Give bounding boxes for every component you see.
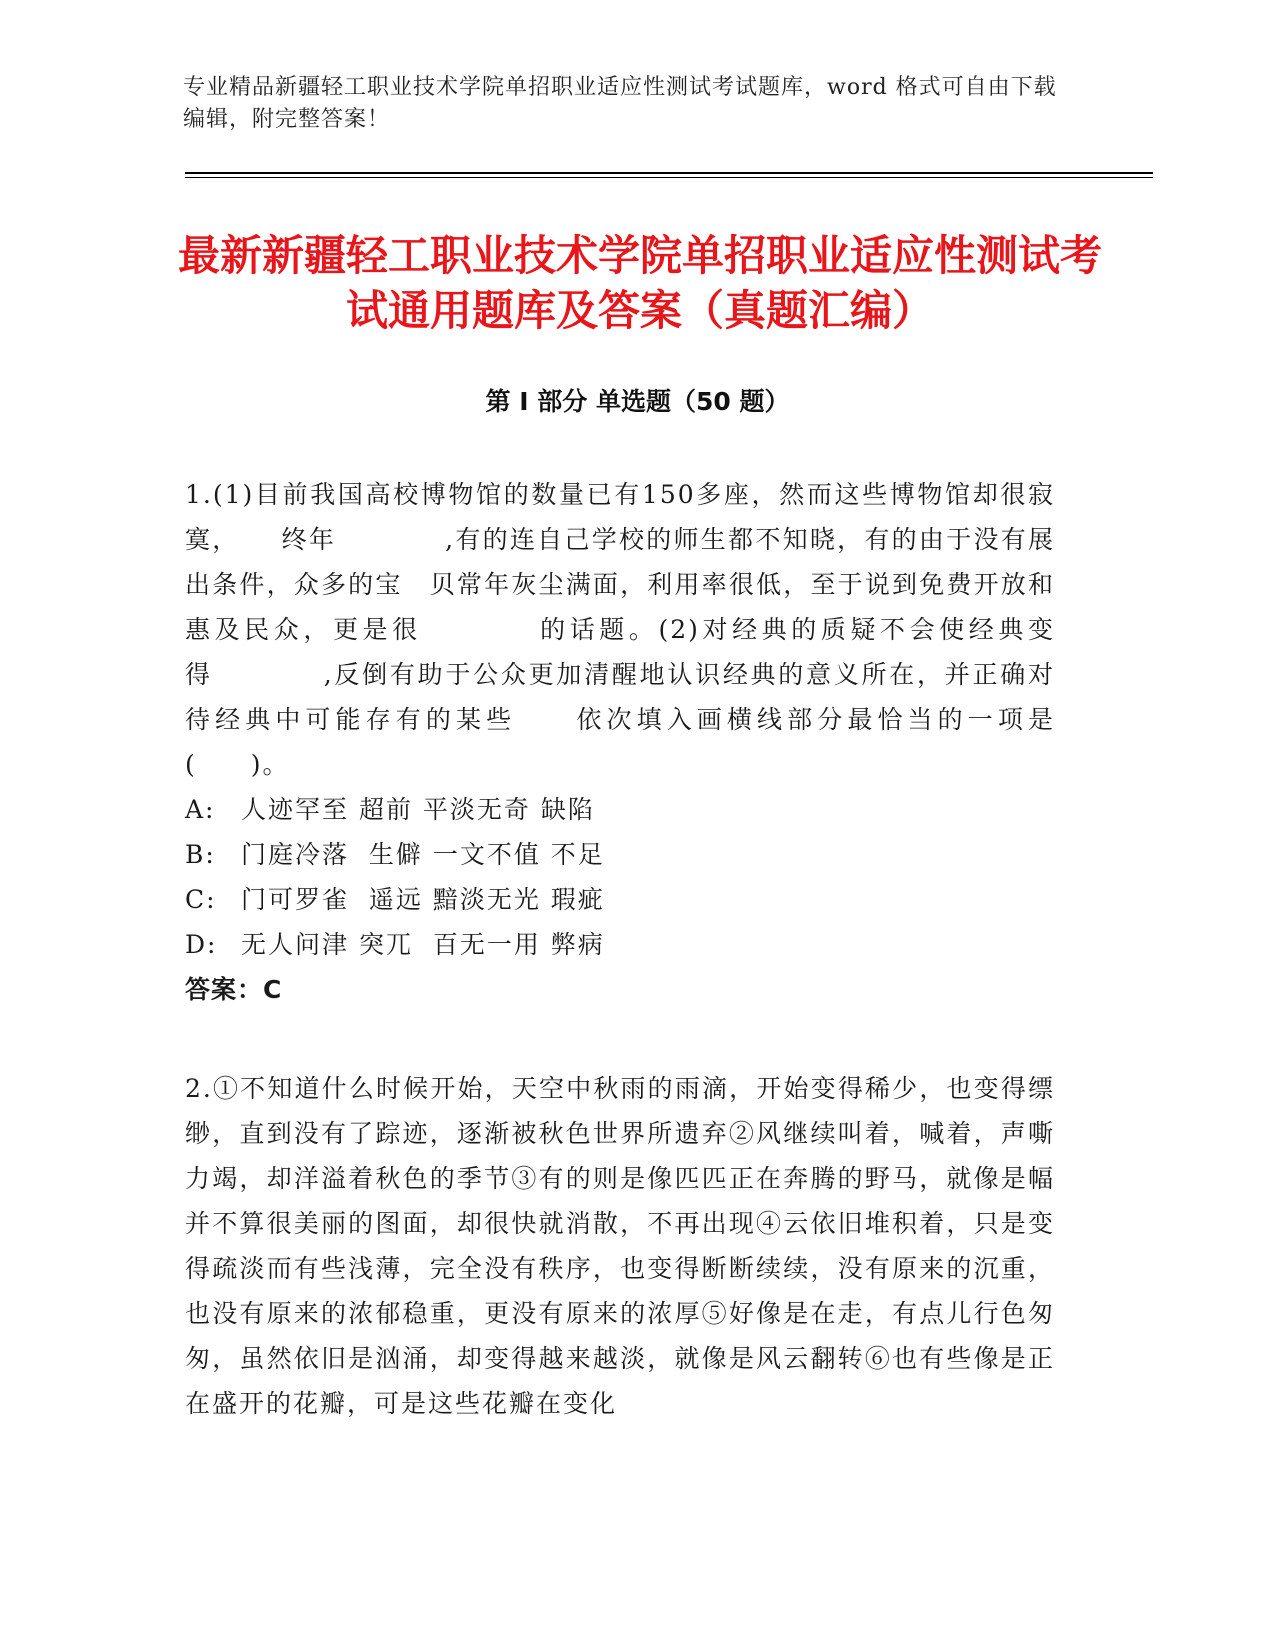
question-1-answer: 答案：C <box>185 975 283 1004</box>
document-title: 最新新疆轻工职业技术学院单招职业适应性测试考试通用题库及答案（真题汇编） <box>177 231 1102 335</box>
option-b-text: 门庭冷落 生僻 一文不值 不足 <box>241 840 605 869</box>
header-note: 专业精品新疆轻工职业技术学院单招职业适应性测试考试题库，word 格式可自由下载编辑，附完整答案！ <box>183 75 1057 132</box>
option-c-letter: C: <box>185 885 217 914</box>
option-a-text: 人迹罕至 超前 平淡无奇 缺陷 <box>241 795 595 824</box>
header-divider-thin <box>185 177 1153 178</box>
option-a <box>185 787 1055 832</box>
option-d <box>185 922 1055 967</box>
header-divider-thick <box>185 172 1153 174</box>
option-c-text: 门可罗雀 遥远 黯淡无光 瑕疵 <box>241 885 605 914</box>
option-b-letter: B: <box>185 840 216 869</box>
question-1-text: 1.(1)目前我国高校博物馆的数量已有150多座，然而这些博物馆却很寂寞， 终年 ,有的连自己学校的师生都不知晓，有的由于没有展出条件，众多的宝 贝常年灰尘满面，利用率很低，至于说到免费开放和惠及民众，更是很 的话题。(2)对经典的质疑不会使经典变得 ,反倒有助于公众更加清醒地认识经典的意义所在，并正确对待经典中可能存有的某些 依次填入画横线部分最恰当的一项是( )。 <box>185 480 1055 779</box>
option-d-letter: D: <box>185 930 218 959</box>
option-d-text: 无人问津 突兀 百无一用 弊病 <box>241 930 605 959</box>
option-a-letter: A: <box>185 795 216 824</box>
option-c <box>185 877 1055 922</box>
option-b <box>185 832 1055 877</box>
question-2-text: 2.①不知道什么时候开始，天空中秋雨的雨滴，开始变得稀少，也变得缥缈，直到没有了踪迹，逐渐被秋色世界所遗弃②风继续叫着，喊着，声嘶力竭，却洋溢着秋色的季节③有的则是像匹匹正在奔腾的野马，就像是幅并不算很美丽的图面，却很快就消散，不再出现④云依旧堆积着，只是变得疏淡而有些浅薄，完全没有秩序，也变得断断续续，没有原来的沉重，也没有原来的浓郁稳重，更没有原来的浓厚⑤好像是在走，有点儿行色匆匆，虽然依旧是汹涌，却变得越来越淡，就像是风云翻转⑥也有些像是正在盛开的花瓣，可是这些花瓣在变化 <box>185 1074 1055 1418</box>
question-1-options <box>185 787 1055 967</box>
section-heading: 第 I 部分 单选题（50 题） <box>485 387 790 416</box>
